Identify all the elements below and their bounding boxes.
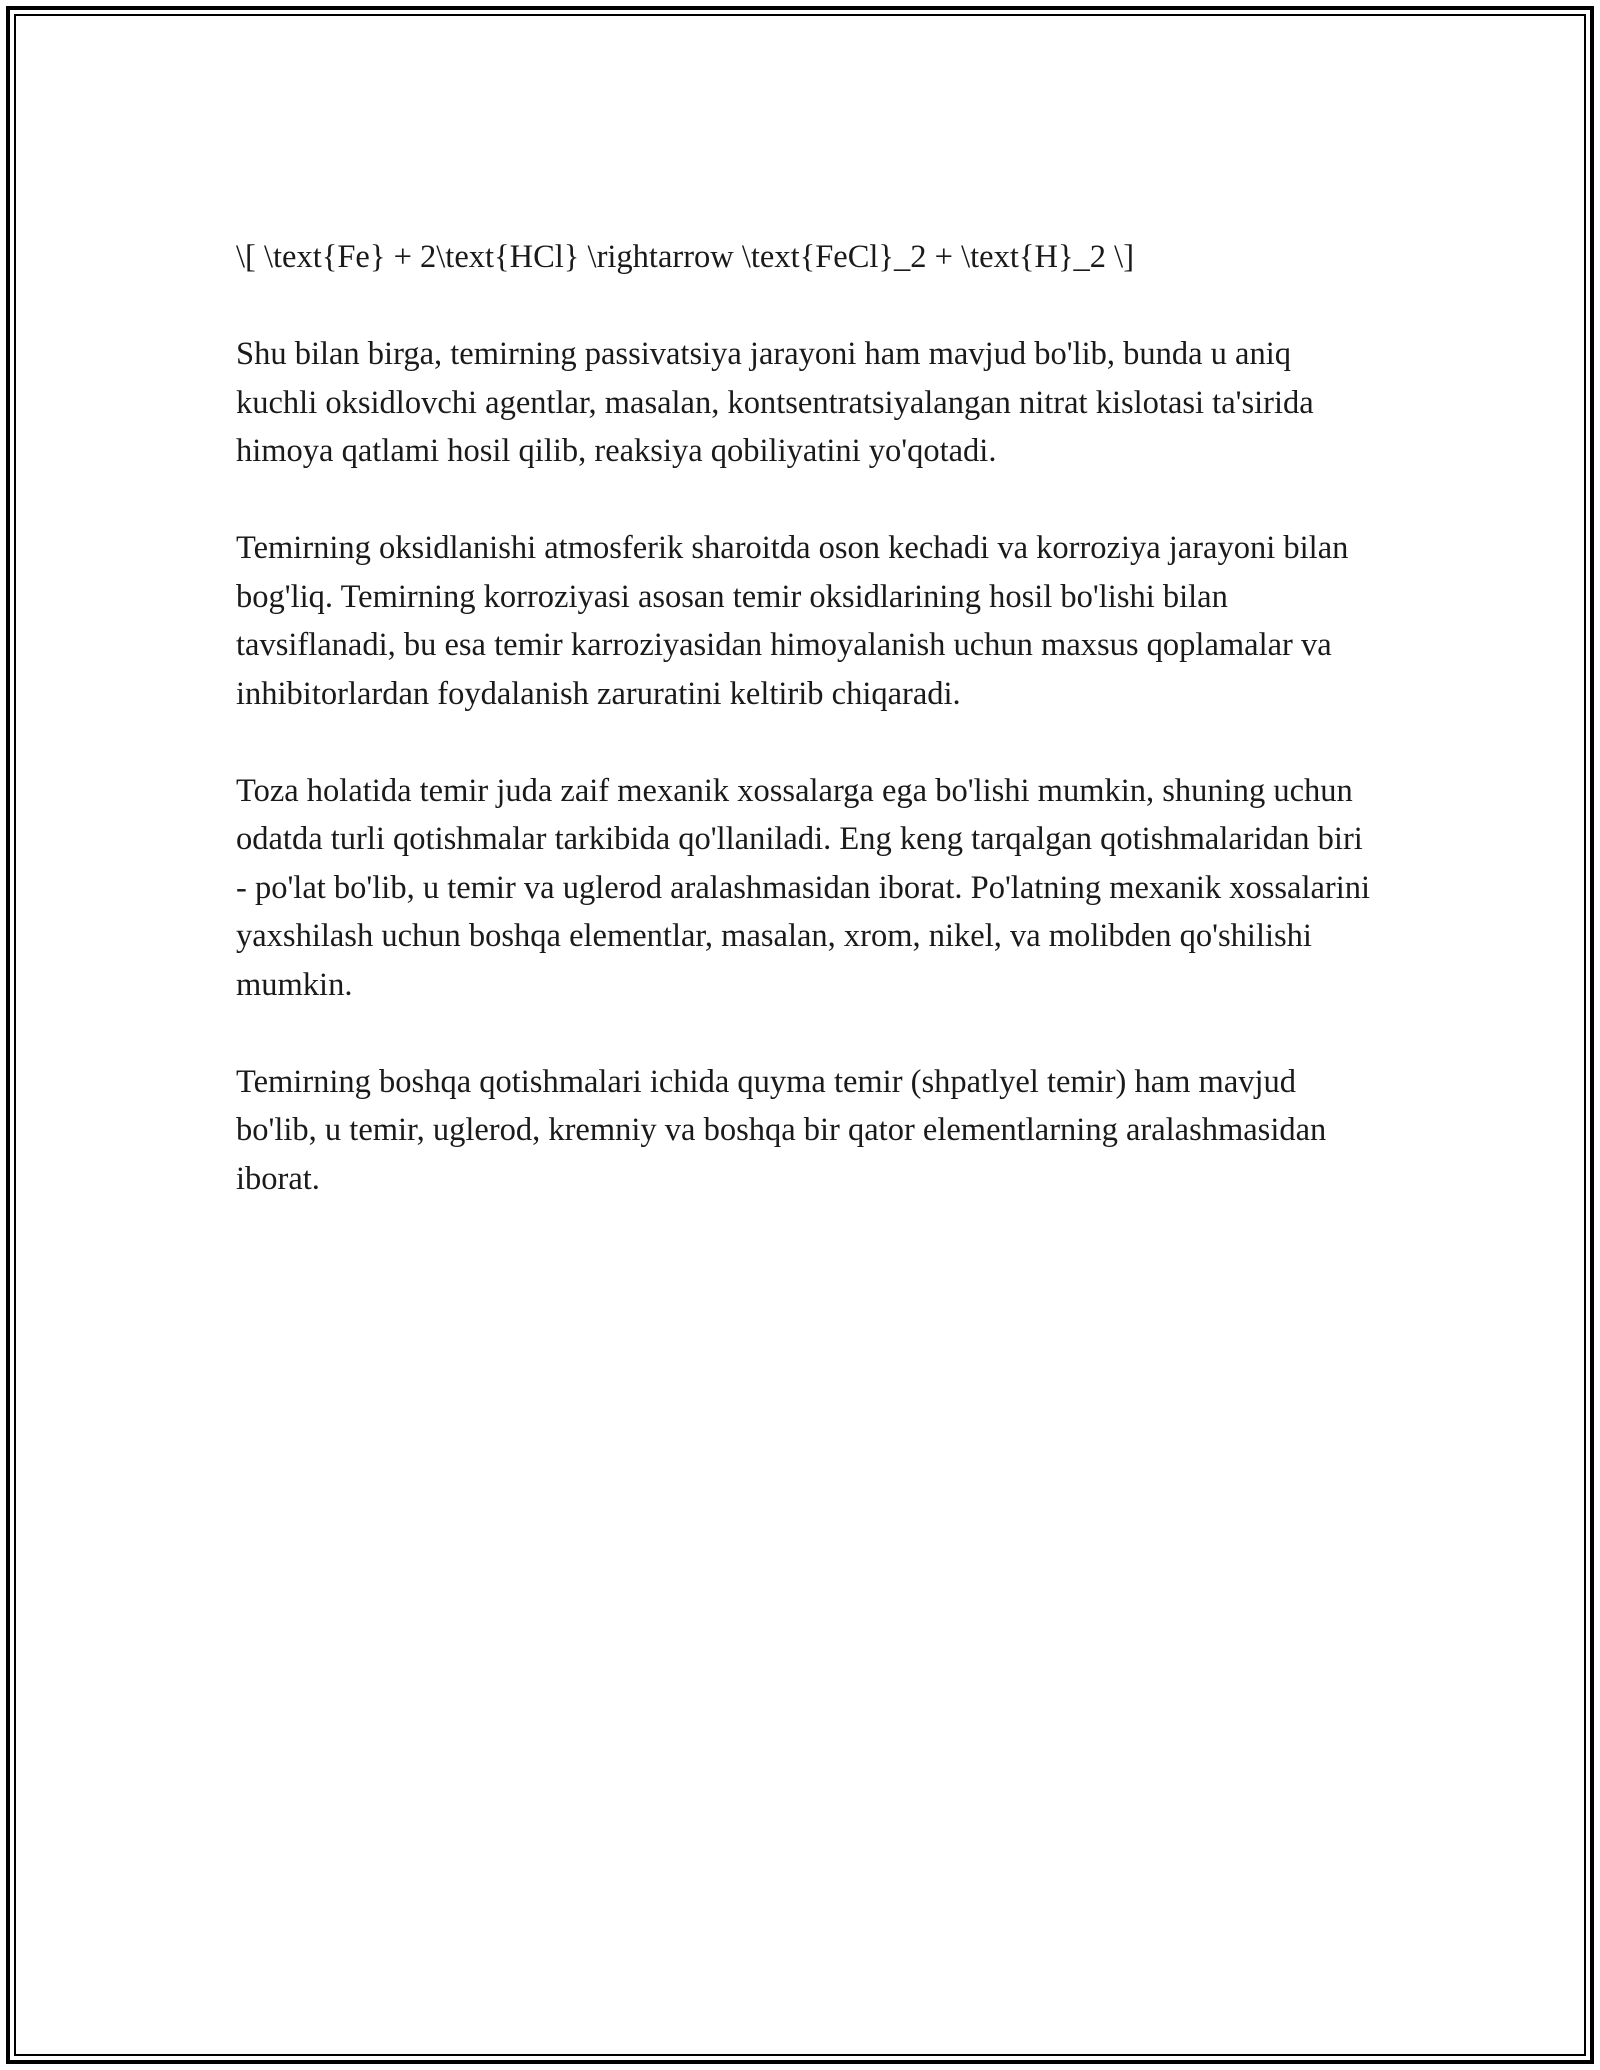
paragraph-cast-iron: Temirning boshqa qotishmalari ichida quyma temir (shpatlyel temir) ham mavjud bo'lib, u temir, uglerod, kremniy va boshqa bir qator elementlarning aralashmasidan iborat. xyxy=(236,1063,1327,1197)
equation-line: \[ \text{Fe} + 2\text{HCl} \rightarrow \text{FeCl}_2 + \text{H}_2 \] xyxy=(236,239,1135,275)
paragraph-corrosion: Temirning oksidlanishi atmosferik sharoitda oson kechadi va korroziya jarayoni bilan bog'liq. Temirning korroziyasi asosan temir oksidlarining hosil bo'lishi bilan tavsiflanadi, bu esa temir karroziyasidan himoyalanish uchun maxsus qoplamalar va inhibitorlardan foydalanish zaruratini keltirib chiqaradi. xyxy=(236,530,1349,712)
paragraph-alloys: Toza holatida temir juda zaif mexanik xossalarga ega bo'lishi mumkin, shuning uchun odatda turli qotishmalar tarkibida qo'llaniladi. Eng keng tarqalgan qotishmalaridan biri - po'lat bo'lib, u temir va uglerod aralashmasidan iborat. Po'latning mexanik xossalarini yaxshilash uchun boshqa elementlar, masalan, xrom, nikel, va molibden qo'shilishi mumkin. xyxy=(236,772,1371,1003)
document-body xyxy=(236,233,1376,1252)
paragraph-passivation: Shu bilan birga, temirning passivatsiya jarayoni ham mavjud bo'lib, bunda u aniq kuchli oksidlovchi agentlar, masalan, kontsentratsiyalangan nitrat kislotasi ta'sirida himoya qatlami hosil qilib, reaksiya qobiliyatini yo'qotadi. xyxy=(236,336,1314,469)
